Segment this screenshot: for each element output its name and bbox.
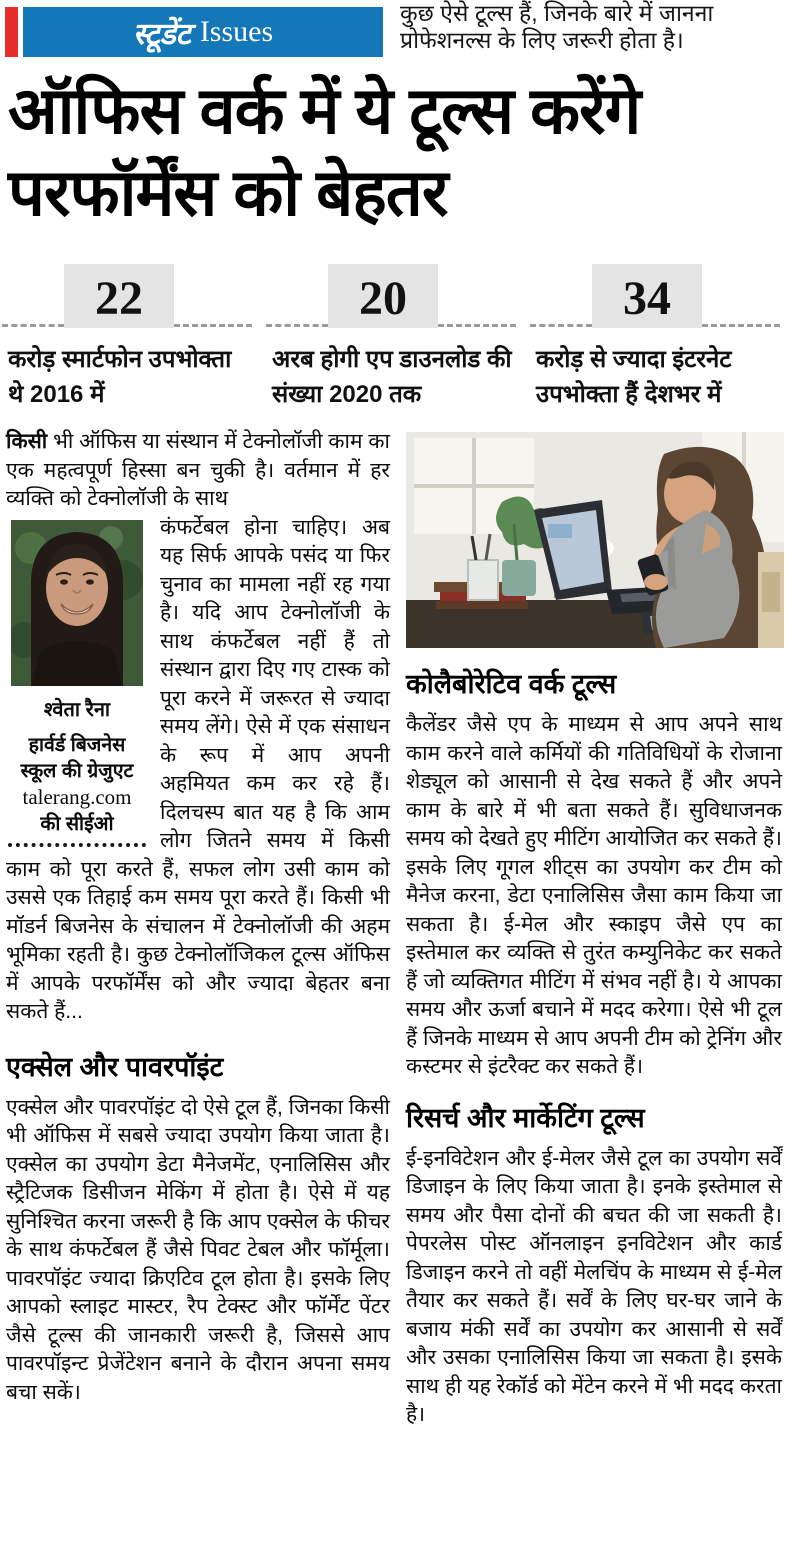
- stat-app-downloads: [266, 262, 530, 412]
- author-portrait-photo: [11, 520, 143, 686]
- author-bio-line: की सीईओ: [40, 812, 114, 835]
- stat-smartphone-users: [2, 262, 266, 412]
- author-bio: [6, 732, 148, 837]
- article-headline: ऑफिस वर्क में ये टूल्स करेंगे परफॉर्मेंस को बेहतर: [8, 74, 641, 229]
- dashed-rule: [438, 324, 516, 327]
- standfirst-text: कुछ ऐसे टूल्स हैं, जिनके बारे में जानना प्रोफेशनल्स के लिए जरूरी होता है।: [400, 0, 714, 53]
- section-banner: [23, 7, 383, 57]
- author-bio-line: हार्वर्ड बिजनेस: [28, 733, 126, 756]
- stat-number: 20: [328, 264, 438, 328]
- section-heading-collaborative: कोलैबोरेटिव वर्क टूल्स: [406, 669, 617, 699]
- stat-caption: अरब होगी एप डाउनलोड की संख्या 2020 तक: [272, 346, 512, 408]
- dotted-separator: [8, 843, 146, 847]
- lead-word: किसी: [6, 430, 48, 453]
- masthead: [2, 0, 784, 62]
- lead-paragraph-text: भी ऑफिस या संस्थान में टेक्नोलॉजी काम का एक महत्वपूर्ण हिस्सा बन चुकी है। वर्तमान में हर व्यक्ति को टेक्नोलॉजी के साथ: [6, 430, 390, 510]
- dashed-rule: [2, 324, 64, 327]
- section-body-research: ई-इनविटेशन और ई-मेलर जैसे टूल का उपयोग सर्वें डिजाइन के लिए किया जाता है। इनके इस्तेमाल से समय और पैसा दोनों की बचत की जा सकती है। पेपरलेस पोस्ट ऑनलाइन इनविटेशन और कार्ड डिजाइन करने तो वहीं मेलचिंप के माध्यम से ई-मेल तैयार कर सकते हैं। सर्वें के लिए घर-घर जाने के बजाय मंकी सर्वें का उपयोग कर आसानी से सर्वें और उसका एनालिसिस किया जा सकता है। इसके साथ ही यह रेकॉर्ड को मेंटेन करने में भी मदद करता है।: [406, 1146, 782, 1426]
- section-heading-excel: एक्सेल और पावरपॉइंट: [6, 1051, 224, 1082]
- stat-number: 22: [64, 264, 174, 328]
- dashed-rule: [530, 324, 592, 327]
- stat-caption: करोड़ से ज्यादा इंटरनेट उपभोक्ता हैं देशभर में: [536, 346, 732, 408]
- dashed-rule: [266, 324, 328, 327]
- stat-number-row: [2, 262, 252, 328]
- author-website[interactable]: talerang.com: [22, 784, 132, 809]
- author-bio-line: स्कूल की ग्रेजुएट: [20, 759, 134, 782]
- article-body: [2, 428, 784, 1430]
- left-column: [2, 428, 396, 1430]
- author-name: श्वेता रैना: [43, 698, 111, 721]
- dashed-rule: [702, 324, 780, 327]
- stat-number: 34: [592, 264, 702, 328]
- section-title-english: Issues: [199, 15, 274, 48]
- right-column: [396, 428, 782, 1430]
- stat-caption: करोड़ स्मार्टफोन उपभोक्ता थे 2016 में: [8, 346, 232, 408]
- woman-working-at-desk-photo: [406, 432, 784, 648]
- stat-number-row: [266, 262, 516, 328]
- intro-continued-paragraph: कंफर्टेबल होना चाहिए। अब यह सिर्फ आपके पसंद या फिर चुनाव का मामला नहीं रह गया है। यदि आप टेक्नोलॉजी के साथ कंफर्टेबल नहीं हैं तो संस्थान द्वारा दिए गए टास्क को पूरा करने में जरूरत से ज्यादा समय लेंगे। ऐसे में एक संसाधन के रूप में आप अपनी अहमियत कम कर रहे हैं। दिलचस्प बात यह है कि आम लोग जितने समय में किसी काम को पूरा करते हैं, सफल लोग उसी काम को उससे एक तिहाई कम समय पूरा करते हैं। किसी भी मॉडर्न बिजनेस के संचालन में टेक्नोलॉजी की अहम भूमिका रहती है। कुछ टेक्नोलॉजिकल टूल्स ऑफिस में आपके परफॉर्मेंस को और ज्यादा बेहतर बना सकते हैं...: [6, 515, 390, 1023]
- lead-paragraph: [6, 428, 390, 514]
- author-inset: [6, 520, 148, 847]
- section-body-excel: एक्सेल और पावरपॉइंट दो ऐसे टूल हैं, जिनका किसी भी ऑफिस में सबसे ज्यादा उपयोग किया जाता है। एक्सेल का उपयोग डेटा मैनेजमेंट, एनालिसिस और स्ट्रैटिजक डिसीजन मेकिंग में होता है। ऐसे में यह सुनिश्चित करना जरूरी है कि आप एक्सेल के फीचर के साथ कंफर्टेबल हैं जैसे पिवट टेबल और फॉर्मूला। पावरपॉइंट ज्यादा क्रिएटिव टूल होता है। इसके लिए आपको स्लाइट मास्टर, रैप टेक्स्ट और फॉर्मेंट पेंटर जैसे टूल्स की जानकारी जरूरी है, जिससे आप पावरपॉइन्ट प्रेजेंटेशन बनाने के दौरान अपना समय बचा सकें।: [6, 1095, 390, 1404]
- dashed-rule: [174, 324, 252, 327]
- section-heading-research: रिसर्च और मार्केटिंग टूल्स: [406, 1102, 645, 1133]
- section-title-hindi: स्टूडेंट: [132, 17, 191, 51]
- statistics-strip: [2, 262, 784, 412]
- stat-number-row: [530, 262, 780, 328]
- stat-internet-users: [530, 262, 786, 412]
- section-body-collaborative: कैलेंडर जैसे एप के माध्यम से आप अपने साथ काम करने वाले कर्मियों की गतिविधियों के रोजाना शेड्यूल को आसानी से देख सकते हैं और अपने काम के बारे में भी बता सकते हैं। सुविधाजनक समय को देखते हुए मीटिंग आयोजित कर सकते हैं। इसके लिए गूगल शीट्स का उपयोग कर टीम को मैनेज करना, डेटा एनालिसिस जैसा काम किया जा सकता है। ई-मेल और स्काइप जैसे एप का इस्तेमाल कर व्यक्ति से तुरंत कम्युनिकेट कर सकते हैं जो व्यक्तिगत मीटिंग में संभव नहीं है। ये आपका समय और ऊर्जा बचाने में मदद करेगा। ऐसे भी टूल हैं जिनके माध्यम से आप अपनी टीम को ट्रेनिंग और कस्टमर से इंटरैक्ट कर सकते हैं।: [406, 713, 782, 1078]
- red-accent-bar: [5, 7, 18, 57]
